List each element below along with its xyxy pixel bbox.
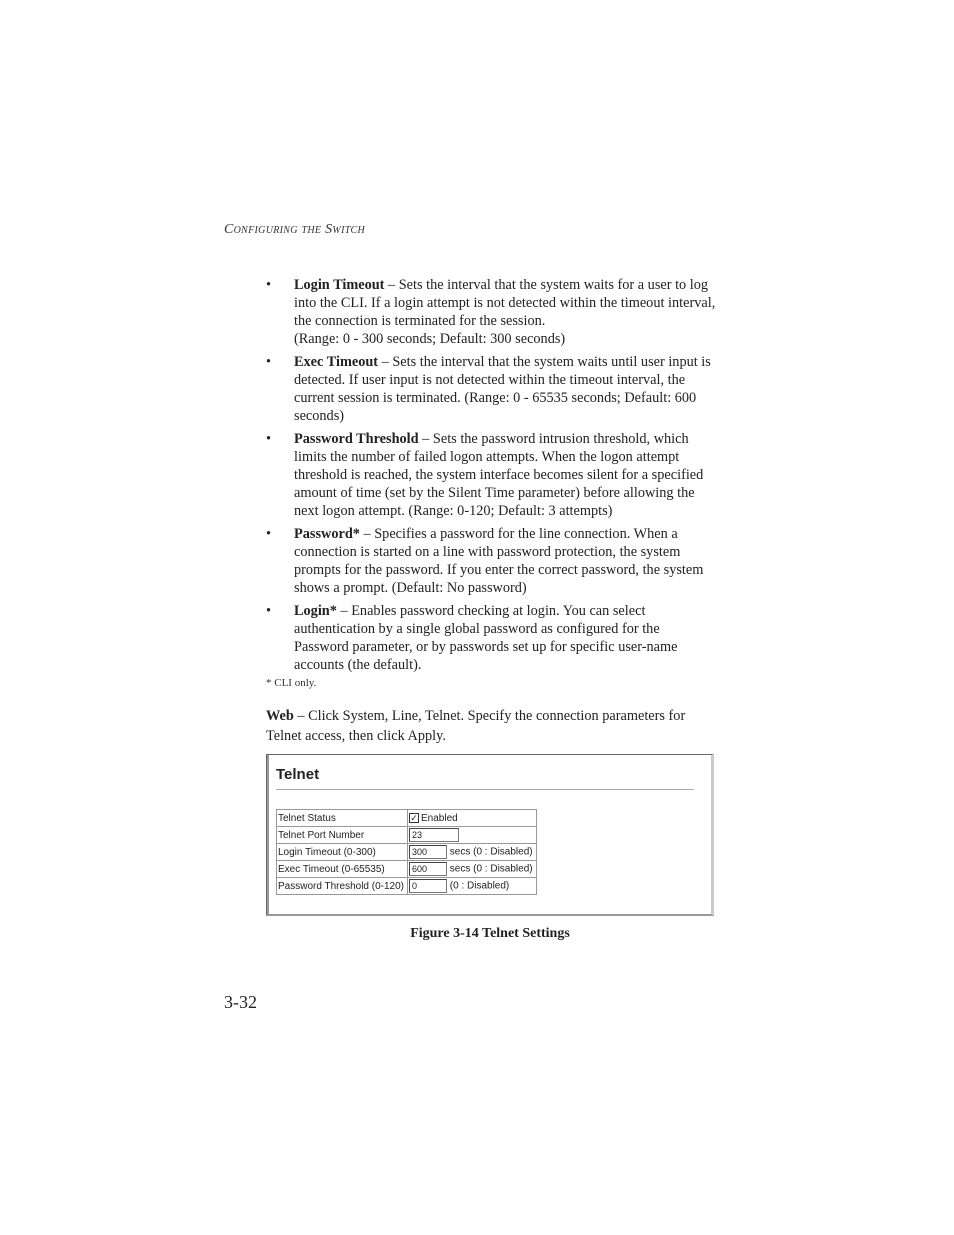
login-timeout-input[interactable]: 300 — [409, 845, 447, 859]
telnet-settings-table — [276, 809, 537, 895]
bullet-term: Password* — [294, 526, 360, 542]
field-label: Login Timeout (0-300) — [277, 844, 408, 861]
bullet-marker: • — [266, 277, 272, 293]
table-row — [277, 810, 537, 827]
field-label: Password Threshold (0-120) — [277, 878, 408, 895]
figure-caption: Figure 3-14 Telnet Settings — [410, 926, 570, 941]
bullet-text: – Sets the password intrusion threshold, which limits the number of failed logon attempts. When the logon attempt threshold is reached, the system interface becomes silent for a specified amount of time (set by the Silent Time parameter) before allowing the next logon attempt. (Range: 0-120; Default: 3 attempts) — [294, 431, 704, 519]
field-value — [408, 810, 537, 827]
exec-timeout-input[interactable]: 600 — [409, 862, 447, 876]
running-header: Configuring the Switch — [224, 222, 366, 237]
bullet-term: Exec Timeout — [294, 354, 379, 370]
title-divider — [276, 789, 694, 790]
bullet-marker: • — [266, 526, 272, 542]
field-value — [408, 861, 537, 878]
web-instructions — [266, 706, 718, 746]
bullet-login — [266, 602, 718, 674]
field-label: Telnet Port Number — [277, 827, 408, 844]
footnote: * CLI only. — [266, 677, 317, 689]
table-row — [277, 861, 537, 878]
field-value — [408, 878, 537, 895]
bullet-list — [266, 276, 718, 679]
web-term: Web — [266, 708, 294, 724]
page-number: 3-32 — [224, 992, 257, 1012]
bullet-text: – Sets the interval that the system waits until user input is detected. If user input is not detected within the timeout interval, the current session is terminated. (Range: 0 - 65535 seconds; Default: 600 seconds) — [294, 354, 711, 424]
bullet-exec-timeout — [266, 353, 718, 425]
table-row — [277, 878, 537, 895]
bullet-password — [266, 525, 718, 597]
screen-title: Telnet — [276, 766, 320, 783]
bullet-term: Login* — [294, 603, 337, 619]
web-text: – Click System, Line, Telnet. Specify the connection parameters for Telnet access, then click Apply. — [266, 708, 686, 744]
bullet-password-threshold — [266, 430, 718, 520]
bullet-marker: • — [266, 603, 272, 619]
bullet-term: Password Threshold — [294, 431, 419, 447]
telnet-screenshot — [266, 754, 714, 916]
bullet-term: Login Timeout — [294, 277, 385, 293]
field-suffix: secs (0 : Disabled) — [449, 863, 533, 875]
bullet-marker: • — [266, 354, 272, 370]
bullet-marker: • — [266, 431, 272, 447]
table-row — [277, 827, 537, 844]
field-value — [408, 844, 537, 861]
field-suffix: (0 : Disabled) — [449, 880, 510, 892]
telnet-status-checkbox[interactable]: ✓ — [410, 812, 418, 823]
telnet-port-input[interactable]: 23 — [409, 828, 459, 842]
bullet-text: – Specifies a password for the line connection. When a connection is started on a line with password protection, the system prompts for the password. If you enter the correct password, the system shows a prompt. (Default: No password) — [294, 526, 704, 596]
field-label: Telnet Status — [277, 810, 408, 827]
field-suffix: secs (0 : Disabled) — [449, 846, 533, 858]
password-threshold-input[interactable]: 0 — [409, 879, 447, 893]
field-value — [408, 827, 537, 844]
bullet-text: – Enables password checking at login. You can select authentication by a single global password as configured for the Password parameter, or by passwords set up for specific user-name accounts (the default). — [294, 603, 678, 673]
bullet-extra: (Range: 0 - 300 seconds; Default: 300 seconds) — [294, 331, 566, 347]
checkbox-label: Enabled — [421, 812, 458, 824]
field-label: Exec Timeout (0-65535) — [277, 861, 408, 878]
bullet-login-timeout — [266, 276, 718, 348]
table-row — [277, 844, 537, 861]
bullet-text: – Sets the interval that the system waits for a user to log into the CLI. If a login attempt is not detected within the timeout interval, the connection is terminated for the session. — [294, 277, 716, 329]
